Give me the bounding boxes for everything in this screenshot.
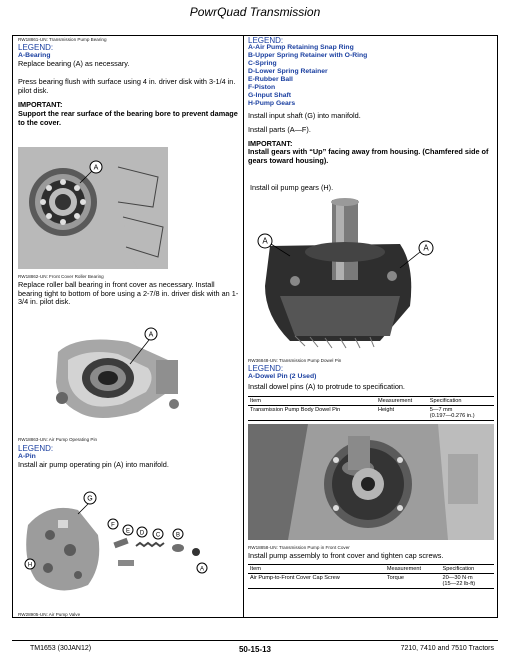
page-title: PowrQuad Transmission <box>189 5 321 19</box>
important-text: Install gears with “Up” facing away from housing. (Chamfered side of gears toward housing). <box>248 147 489 165</box>
figure-caption: RW18858-UN: Transmission Pump in Front Cover <box>248 545 350 550</box>
legend-heading: LEGEND: <box>248 36 284 45</box>
step-text: Press bearing flush with surface using 4 in. driver disk with 3-1/4 in. pilot disk. <box>18 77 236 95</box>
callout-label: A <box>93 164 99 172</box>
table-cell: Height <box>376 406 428 421</box>
callout-label: A <box>262 236 268 246</box>
pump-gears-photo <box>250 196 440 356</box>
callout-label: A <box>148 331 154 339</box>
table-cell <box>428 406 494 421</box>
figure-caption: RW36848-UN: Transmission Pump Dowel Pin <box>248 358 342 363</box>
legend-item: G-Input Shaft <box>248 92 292 99</box>
legend-item: D-Lower Spring Retainer <box>248 68 328 75</box>
legend-item: A-Pin <box>18 453 36 460</box>
spec-imperial: (0.197—0.276 in.) <box>429 413 475 419</box>
spec-table <box>248 564 494 589</box>
table-header: Specification <box>441 565 494 574</box>
roller-bearing-photo <box>18 312 208 432</box>
step-text: Replace bearing (A) as necessary. <box>18 59 130 68</box>
important-text: Support the rear surface of the bearing bore to prevent damage to the cover. <box>18 109 238 127</box>
callout-label: E <box>125 528 131 535</box>
spec-imperial: (15—22 lb-ft) <box>442 581 476 587</box>
important-label: IMPORTANT: <box>248 139 293 148</box>
step-text: Install pump assembly to front cover and tighten cap screws. <box>248 551 444 560</box>
figure-caption: RW28905-UN: Air Pump Valve <box>18 612 81 617</box>
callout-label: A <box>423 243 429 253</box>
spec-metric: 20—30 N·m <box>442 575 473 581</box>
column-divider <box>243 35 244 618</box>
step-text: Install air pump operating pin (A) into manifold. <box>18 460 169 469</box>
callout-label: D <box>139 530 145 537</box>
table-header: Measurement <box>385 565 441 574</box>
callout-label: B <box>175 532 181 539</box>
step-text: Install parts (A—F). <box>248 125 311 134</box>
legend-item: B-Upper Spring Retainer with O-Ring <box>248 52 368 59</box>
callout-label: C <box>155 532 161 539</box>
table-header: Specification <box>428 397 494 406</box>
footer-page-number: 50-15-13 <box>238 645 272 654</box>
table-header: Measurement <box>376 397 428 406</box>
table-header: Item <box>248 397 376 406</box>
legend-item: F-Piston <box>248 84 276 91</box>
step-text: Install input shaft (G) into manifold. <box>248 111 361 120</box>
table-cell: Transmission Pump Body Dowel Pin <box>248 406 376 421</box>
legend-heading: LEGEND: <box>18 444 54 453</box>
footer-model-list: 7210, 7410 and 7510 Tractors <box>400 645 494 652</box>
legend-item: H-Pump Gears <box>248 100 296 107</box>
legend-item: A-Air Pump Retaining Snap Ring <box>248 44 354 51</box>
step-text: Replace roller ball bearing in front cover as necessary. Install bearing tight to bottom of bore using a 2-7/8 in. driver disk with an 1-3/4 in. pilot disk. <box>18 280 239 307</box>
front-cover-photo <box>248 424 494 540</box>
callout-label: F <box>111 522 115 529</box>
legend-list <box>248 44 367 108</box>
step-text: Install oil pump gears (H). <box>250 183 334 192</box>
table-cell <box>441 574 494 589</box>
spec-metric: 5—7 mm <box>429 407 453 413</box>
figure-caption: RW18861-UN: Transmission Pump Bearing <box>18 37 107 42</box>
legend-item: E-Rubber Ball <box>248 76 293 83</box>
footer-manual-id: TM1653 (30JAN12) <box>30 645 92 652</box>
pump-bearing-photo <box>18 147 168 269</box>
callout-label: A <box>199 566 205 573</box>
figure-caption: RW18862-UN: Front Cover Roller Bearing <box>18 274 104 279</box>
callout-label: G <box>87 495 93 503</box>
table-cell: Torque <box>385 574 441 589</box>
table-row <box>248 574 494 589</box>
legend-item: A-Bearing <box>18 52 51 59</box>
table-row <box>248 406 494 421</box>
air-pump-valve-photo <box>18 480 218 610</box>
legend-item: C-Spring <box>248 60 277 67</box>
step-text: Install dowel pins (A) to protrude to specification. <box>248 382 405 391</box>
important-label: IMPORTANT: <box>18 100 63 109</box>
legend-heading: LEGEND: <box>248 364 284 373</box>
legend-item: A-Dowel Pin (2 Used) <box>248 373 317 380</box>
spec-table <box>248 396 494 421</box>
footer-rule <box>12 640 498 641</box>
table-header: Item <box>248 565 385 574</box>
callout-label: H <box>27 562 33 569</box>
figure-caption: RW18863-UN: Air Pump Operating Pin <box>18 437 98 442</box>
legend-heading: LEGEND: <box>18 43 54 52</box>
table-cell: Air Pump-to-Front Cover Cap Screw <box>248 574 385 589</box>
